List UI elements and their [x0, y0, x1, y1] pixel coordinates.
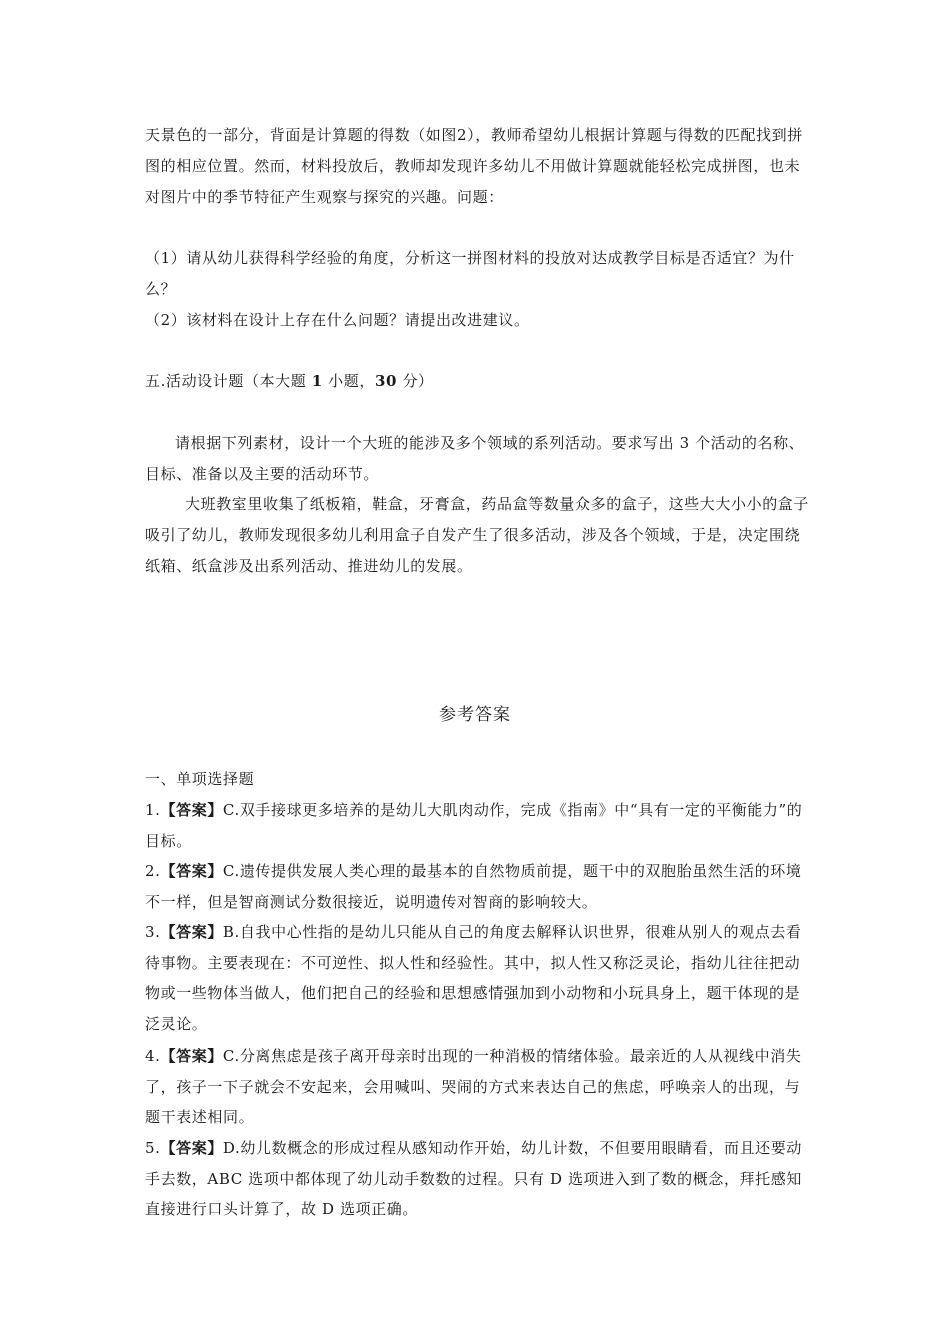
answer-item — [145, 917, 813, 1039]
section-5-heading — [145, 366, 434, 397]
answer-tag: 【答案】 — [160, 1139, 223, 1157]
section-5-count: 1 — [311, 372, 323, 390]
answer-text: B.自我中心性指的是幼儿只能从自己的角度去解释认识世界，很难从别人的观点去看待事物。主要表现在：不可逆性、拟人性和经验性。其中，拟人性又称泛灵论，指幼儿往往把动物或一些物体当做人，他们把自己的经验和思想感情强加到小动物和小玩具身上，题干体现的是泛灵论。 — [145, 923, 802, 1033]
answer-text: C.分离焦虑是孩子离开母亲时出现的一种消极的情绪体验。最亲近的人从视线中消失了，孩子一下子就会不安起来，会用喊叫、哭闹的方式来表达自己的焦虑，呼唤亲人的出现，与题干表述相同。 — [145, 1047, 802, 1126]
answer-tag: 【答案】 — [160, 1047, 223, 1065]
answers-title: 参考答案 — [439, 705, 511, 725]
intro-paragraph: 天景色的一部分，背面是计算题的得数（如图2），教师希望幼儿根据计算题与得数的匹配找到拼图的相应位置。然而，材料投放后，教师却发现许多幼儿不用做计算题就能轻松完成拼图，也未对图片中的季节特征产生观察与探究的兴趣。问题： — [145, 126, 803, 206]
design-material: 大班教室里收集了纸板箱，鞋盒，牙膏盒，药品盒等数量众多的盒子，这些大大小小的盒子吸引了幼儿，教师发现很多幼儿利用盒子自发产生了很多活动，涉及各个领域，于是，决定围绕纸箱、纸盒涉及出系列活动、推进幼儿的发展。 — [145, 495, 810, 575]
answer-number: 5. — [145, 1139, 161, 1157]
answers-section-heading: 一、单项选择题 — [145, 770, 255, 788]
question-2: （2）该材料在设计上存在什么问题？请提出改进建议。 — [145, 311, 530, 329]
answer-item — [145, 1041, 813, 1133]
question-1: （1）请从幼儿获得科学经验的角度，分析这一拼图材料的投放对达成教学目标是否适宜？为什么？ — [145, 249, 795, 298]
design-prompt: 请根据下列素材，设计一个大班的能涉及多个领域的系列活动。要求写出 3 个活动的名称、目标、准备以及主要的活动环节。 — [145, 434, 805, 483]
answer-item — [145, 795, 813, 856]
answer-number: 4. — [145, 1047, 161, 1065]
answer-text: C.双手接球更多培养的是幼儿大肌肉动作，完成《指南》中“具有一定的平衡能力”的目标。 — [145, 801, 803, 850]
answer-number: 1. — [145, 801, 161, 819]
answer-item — [145, 1133, 813, 1225]
answer-text: D.幼儿数概念的形成过程从感知动作开始，幼儿计数，不但要用眼睛看，而且还要动手去数，ABC 选项中都体现了幼儿动手数数的过程。只有 D 选项进入到了数的概念，拜托感知直接进行口头计算了，故 D 选项正确。 — [145, 1139, 802, 1218]
answer-item — [145, 856, 813, 917]
answer-tag: 【答案】 — [160, 801, 223, 819]
section-5-prefix: 五.活动设计题（本大题 — [145, 372, 307, 390]
answer-tag: 【答案】 — [160, 923, 223, 941]
answer-number: 2. — [145, 862, 161, 880]
section-5-middle: 小题， — [328, 372, 375, 390]
answer-tag: 【答案】 — [160, 862, 223, 880]
answer-text: C.遗传提供发展人类心理的最基本的自然物质前提，题干中的双胞胎虽然生活的环境不一样，但是智商测试分数很接近，说明遗传对智商的影响较大。 — [145, 862, 802, 911]
answer-number: 3. — [145, 923, 161, 941]
section-5-score: 30 — [374, 372, 398, 390]
section-5-suffix: 分） — [402, 372, 434, 390]
